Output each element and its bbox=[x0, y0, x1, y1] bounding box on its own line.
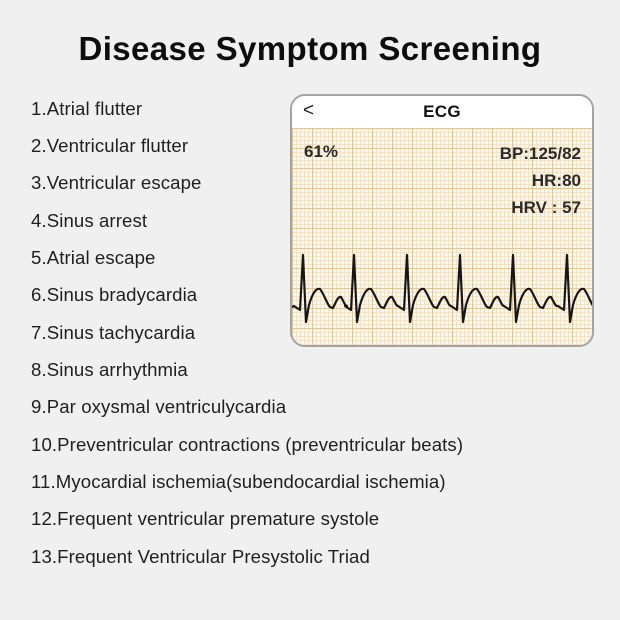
symptom-item: 2.Ventricular flutter bbox=[31, 135, 189, 157]
symptom-item: 11.Myocardial ischemia(subendocardial ischemia) bbox=[31, 471, 446, 493]
symptom-item: 5.Atrial escape bbox=[31, 247, 156, 269]
symptom-item: 13.Frequent Ventricular Presystolic Triad bbox=[31, 545, 370, 567]
page-title: Disease Symptom Screening bbox=[78, 30, 542, 67]
symptom-item: 3.Ventricular escape bbox=[31, 172, 202, 194]
symptom-item: 6.Sinus bradycardia bbox=[31, 284, 198, 306]
ecg-screen-title: ECG bbox=[423, 102, 461, 121]
back-icon[interactable]: < bbox=[303, 100, 315, 121]
symptom-item: 8.Sinus arrhythmia bbox=[31, 359, 188, 381]
battery-percentage: 61% bbox=[304, 142, 339, 161]
ecg-header bbox=[292, 96, 592, 128]
ecg-card bbox=[290, 94, 594, 347]
vitals-readout bbox=[500, 140, 581, 221]
symptom-item: 4.Sinus arrest bbox=[31, 209, 148, 231]
ecg-trace bbox=[292, 255, 592, 322]
symptom-item: 7.Sinus tachycardia bbox=[31, 321, 196, 343]
hrv-value: HRV : 57 bbox=[511, 198, 581, 217]
hr-value: HR:80 bbox=[531, 171, 581, 190]
bp-value: BP:125/82 bbox=[499, 144, 581, 163]
symptom-item: 12.Frequent ventricular premature systole bbox=[31, 508, 380, 530]
symptom-item: 9.Par oxysmal ventriculycardia bbox=[31, 396, 287, 418]
symptom-item: 1.Atrial flutter bbox=[31, 97, 143, 119]
symptom-item: 10.Preventricular contractions (preventricular beats) bbox=[31, 433, 464, 455]
ecg-grid bbox=[292, 128, 592, 345]
